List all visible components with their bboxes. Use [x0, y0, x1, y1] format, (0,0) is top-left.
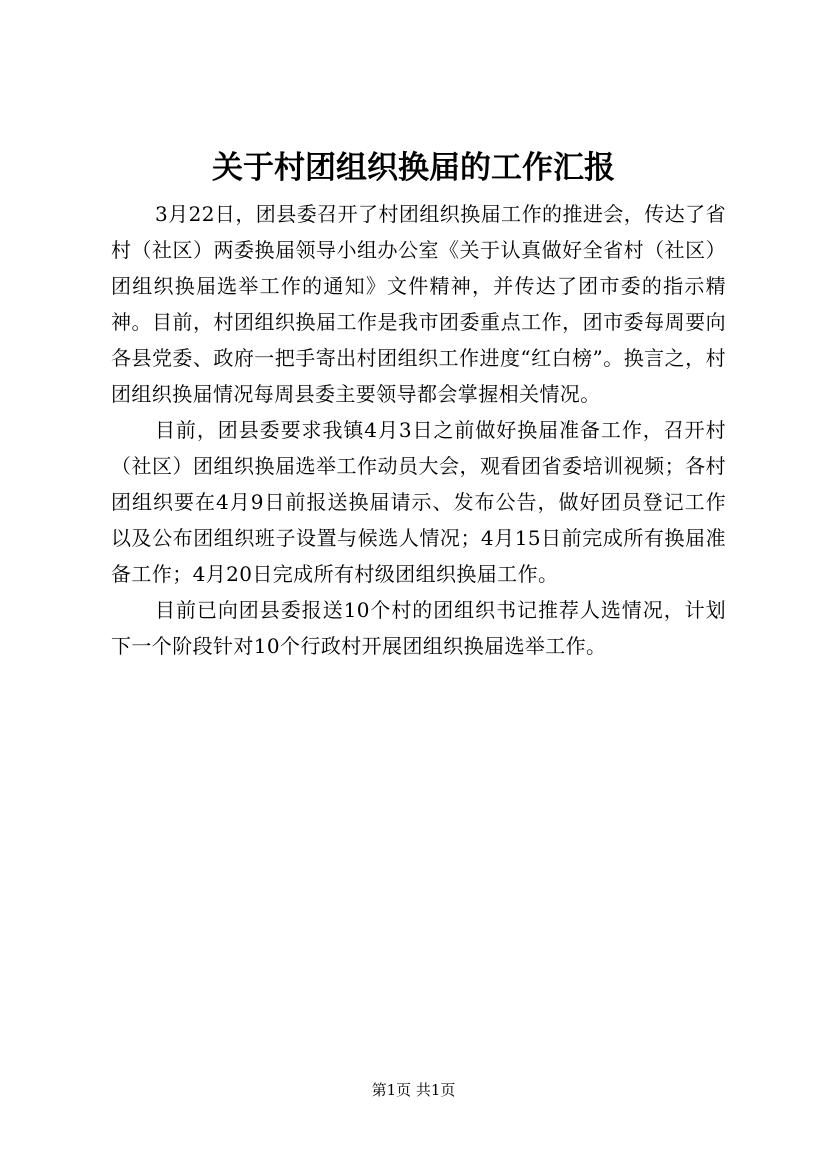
- document-body: [111, 196, 726, 664]
- paragraph-2: 目前，团县委要求我镇4月3日之前做好换届准备工作，召开村（社区）团组织换届选举工作动员大会，观看团省委培训视频；各村团组织要在4月9日前报送换届请示、发布公告，做好团员登记工作以及公布团组织班子设置与候选人情况；4月15日前完成所有换届准备工作；4月20日完成所有村级团组织换届工作。: [111, 418, 726, 586]
- paragraph-3: 目前已向团县委报送10个村的团组织书记推荐人选情况，计划下一个阶段针对10个行政村开展团组织换届选举工作。: [111, 598, 726, 658]
- page-footer: 第1页 共1页: [371, 1081, 456, 1099]
- paragraph-1: 3月22日，团县委召开了村团组织换届工作的推进会，传达了省村（社区）两委换届领导小组办公室《关于认真做好全省村（社区）团组织换届选举工作的通知》文件精神，并传达了团市委的指示精神。目前，村团组织换届工作是我市团委重点工作，团市委每周要向各县党委、政府一把手寄出村团组织工作进度“红白榜”。换言之，村团组织换届情况每周县委主要领导都会掌握相关情况。: [111, 202, 726, 406]
- document-title: 关于村团组织换届的工作汇报: [212, 150, 615, 186]
